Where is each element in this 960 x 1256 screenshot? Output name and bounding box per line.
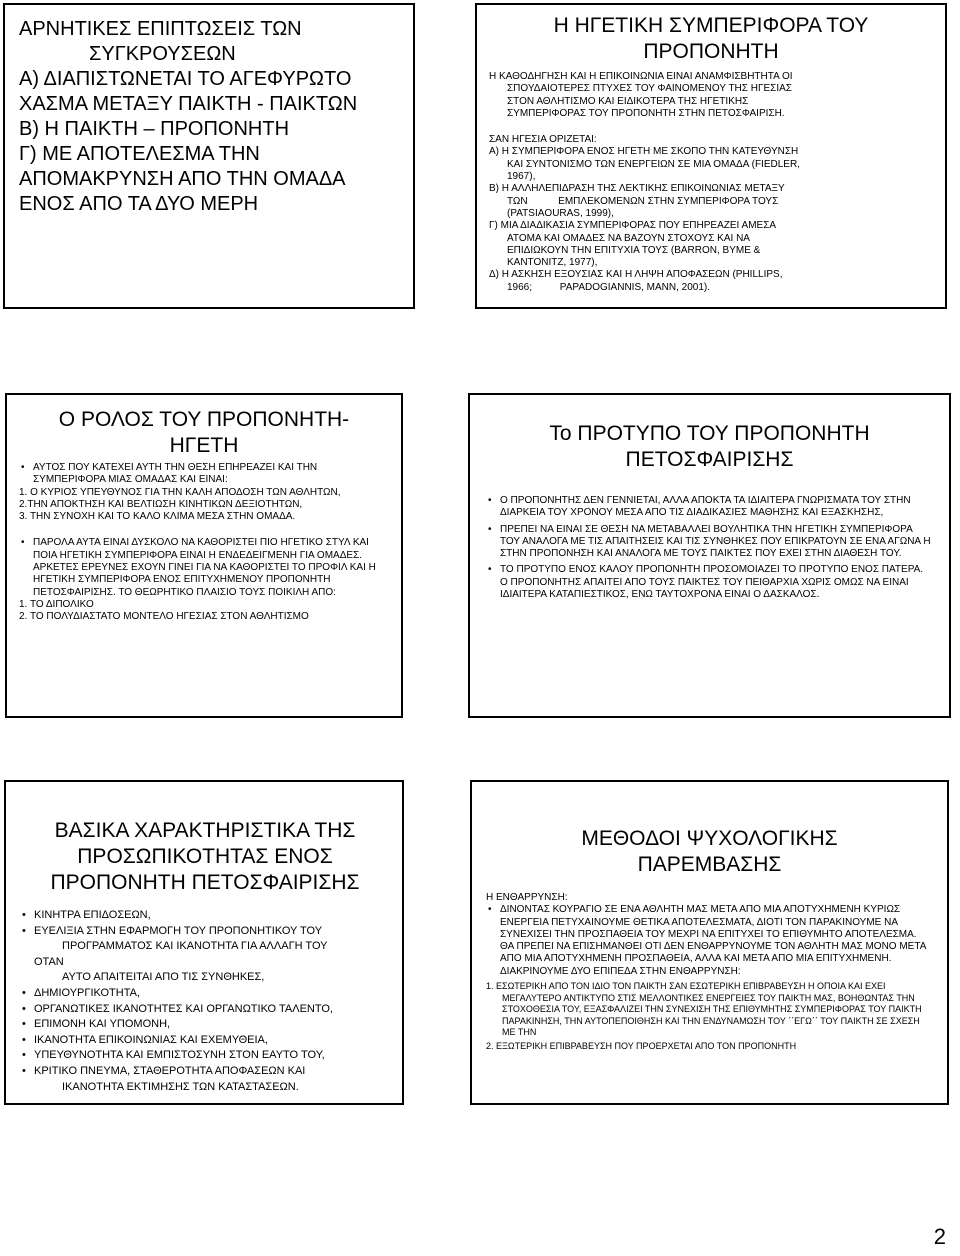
page-number: 2 <box>933 1224 946 1249</box>
intro-text <box>489 71 933 120</box>
slide-body <box>20 908 390 1095</box>
text-line: ΑΥΤΟ ΑΠΑΙΤΕΙΤΑΙ ΑΠΟ ΤΙΣ ΣΥΝΘΗΚΕΣ, <box>62 971 265 984</box>
slide-title: ΗΓΕΤΗ <box>169 434 239 457</box>
bullet-item: • ΤΟ ΠΡΟΤΥΠΟ ΕΝΟΣ ΚΑΛΟΥ ΠΡΟΠΟΝΗΤΗ ΠΡΟΣΟΜΟΙΑΖΕΙ ΤΟ ΠΡΟΤΥΠΟ ΕΝΟΣ ΠΑΤΕΡΑ. Ο ΠΡΟΠΟΝΗΤΗΣ ΑΠΑΙΤΕΙ ΑΠΟ ΤΟΥΣ ΠΑΙΚΤΕΣ ΤΟΥ ΠΕΙΘΑΡΧΙΑ ΧΩΡΙΣ ΟΜΩΣ ΝΑ ΕΙΝΑΙ ΙΔΙΑΙΤΕΡΑ ΚΑΤΑΠΙΕΣΤΙΚΟΣ, ΕΝΩ ΤΑΥΤΟΧΡΟΝΑ ΕΙΝΑΙ Ο ΔΑΣΚΑΛΟΣ. <box>486 564 933 601</box>
bullet-item: • ΚΡΙΤΙΚΟ ΠΝΕΥΜΑ, ΣΤΑΘΕΡΟΤΗΤΑ ΑΠΟΦΑΣΕΩΝ ΚΑΙ <box>20 1064 390 1080</box>
numbered-item: 1. ΤΟ ΔΙΠΟΛΙΚΟ <box>19 598 94 610</box>
text-line: ΣΤΟΝ ΑΘΛΗΤΙΣΜΟ ΚΑΙ ΕΙΔΙΚΟΤΕΡΑ ΤΗΣ ΗΓΕΤΙΚΗΣ <box>507 95 749 107</box>
text-line: 1966; PAPADOGIANNIS, MANN, 2001). <box>507 281 711 293</box>
text-line: ΚΑΙ ΣΥΝΤΟΝΙΣΜΟ ΤΩΝ ΕΝΕΡΓΕΙΩΝ ΣΕ ΜΙΑ ΟΜΑΔΑ (FIEDLER, <box>507 158 800 170</box>
definition-text <box>489 134 933 294</box>
text-line: ΠΡΟΓΡΑΜΜΑΤΟΣ ΚΑΙ ΙΚΑΝΟΤΗΤΑ ΓΙΑ ΑΛΛΑΓΗ ΤΟΥ <box>62 940 328 953</box>
slide-body <box>19 462 389 624</box>
slide-title: ΠΡΟΠΟΝΗΤΗ <box>643 40 779 63</box>
slide-psychological-methods <box>470 780 949 1105</box>
section-heading: Η ΕΝΘΑΡΡΥΝΣΗ: <box>486 892 568 903</box>
slide-title: Ο ΡΟΛΟΣ ΤΟΥ ΠΡΟΠΟΝΗΤΗ- <box>58 408 350 431</box>
slide-title: Το ΠΡΟΤΥΠΟ ΤΟΥ ΠΡΟΠΟΝΗΤΗ <box>549 422 870 445</box>
numbered-item: 1. Ο ΚΥΡΙΟΣ ΥΠΕΥΘΥΝΟΣ ΓΙΑ ΤΗΝ ΚΑΛΗ ΑΠΟΔΟΣΗ ΤΩΝ ΑΘΛΗΤΩΝ, <box>19 486 341 498</box>
text-line: ΙΚΑΝΟΤΗΤΑ ΕΚΤΙΜΗΣΗΣ ΤΩΝ ΚΑΤΑΣΤΑΣΕΩΝ. <box>62 1080 299 1093</box>
slide-title: Η ΗΓΕΤΙΚΗ ΣΥΜΠΕΡΙΦΟΡΑ ΤΟΥ <box>553 14 869 37</box>
numbered-item: 2. ΕΞΩΤΕΡΙΚΗ ΕΠΙΒΡΑΒΕΥΣΗ ΠΟΥ ΠΡΟΕΡΧΕΤΑΙ ΑΠΟ ΤΟΝ ΠΡΟΠΟΝΗΤΗ <box>486 1040 797 1051</box>
slide-negative-consequences <box>3 3 415 309</box>
numbered-item: 3. ΤΗΝ ΣΥΝΟΧΗ ΚΑΙ ΤΟ ΚΑΛΟ ΚΛΙΜΑ ΜΕΣΑ ΣΤΗΝ ΟΜΑΔΑ. <box>19 511 296 523</box>
line: Γ) ΜΕ ΑΠΟΤΕΛΕΣΜΑ ΤΗΝ <box>19 143 260 165</box>
numbered-item: 2. ΤΟ ΠΟΛΥΔΙΑΣΤΑΤΟ ΜΟΝΤΕΛΟ ΗΓΕΣΙΑΣ ΣΤΟΝ ΑΘΛΗΤΙΣΜΟ <box>19 611 309 623</box>
slide-title: ΠΕΤΟΣΦΑΙΡΙΣΗΣ <box>625 448 794 471</box>
bullet-item: • ΠΡΕΠΕΙ ΝΑ ΕΙΝΑΙ ΣΕ ΘΕΣΗ ΝΑ ΜΕΤΑΒΑΛΛΕΙ ΒΟΥΛΗΤΙΚΑ ΤΗΝ ΗΓΕΤΙΚΗ ΣΥΜΠΕΡΙΦΟΡΑ ΤΟΥ ΑΝΑΛΟΓΑ ΜΕ ΤΙΣ ΑΠΑΙΤΗΣΕΙΣ ΚΑΙ ΤΙΣ ΣΥΝΘΗΚΕΣ ΠΟΥ ΕΠΙΚΡΑΤΟΥΝ ΣΕ ΕΝΑ ΑΓΩΝΑ Η ΣΤΗΝ ΠΡΟΠΟΝΗΣΗ ΚΑΙ ΑΝΑΛΟΓΑ ΜΕ ΤΟΥΣ ΠΑΙΚΤΕΣ ΠΟΥ ΕΧΕΙ ΣΤΗΝ ΔΙΑΘΕΣΗ ΤΟΥ. <box>486 524 933 561</box>
slide-title: ΜΕΘΟΔΟΙ ΨΥΧΟΛΟΓΙΚΗΣ <box>581 827 838 850</box>
slide-text <box>19 17 409 217</box>
text-line: ΕΠΙΔΙΩΚΟΥΝ ΤΗΝ ΕΠΙΤΥΧΙΑ ΤΟΥΣ (BARRON, BYME & <box>507 244 761 256</box>
line: ΣΥΓΚΡΟΥΣΕΩΝ <box>89 43 236 65</box>
text-line: 1967), <box>507 171 536 183</box>
bullet-item: • ΙΚΑΝΟΤΗΤΑ ΕΠΙΚΟΙΝΩΝΙΑΣ ΚΑΙ ΕΧΕΜΥΘΕΙΑ, <box>20 1033 390 1049</box>
bullet-item: • ΥΠΕΥΘΥΝΟΤΗΤΑ ΚΑΙ ΕΜΠΙΣΤΟΣΥΝΗ ΣΤΟΝ ΕΑΥΤΟ ΤΟΥ, <box>20 1048 390 1064</box>
slide-title: ΠΡΟΠΟΝΗΤΗ ΠΕΤΟΣΦΑΙΡΙΣΗΣ <box>50 871 360 894</box>
text-line: ΤΩΝ ΕΜΠΛΕΚΟΜΕΝΩΝ ΣΤΗΝ ΣΥΜΠΕΡΙΦΟΡΑ ΤΟΥΣ <box>507 195 779 207</box>
text-line: (PATSIAOURAS, 1999), <box>507 207 614 219</box>
text-line: KANTONITZ, 1977), <box>507 257 598 269</box>
line: ΧΑΣΜΑ ΜΕΤΑΞΥ ΠΑΙΚΤΗ - ΠΑΙΚΤΩΝ <box>19 93 358 115</box>
text-line: Γ) ΜΙΑ ΔΙΑΔΙΚΑΣΙΑ ΣΥΜΠΕΡΙΦΟΡΑΣ ΠΟΥ ΕΠΗΡΕΑΖΕΙ ΑΜΕΣΑ <box>489 220 777 232</box>
text-line: ΣΥΜΠΕΡΙΦΟΡΑΣ ΤΟΥ ΠΡΟΠΟΝΗΤΗ ΣΤΗΝ ΠΕΤΟΣΦΑΙΡΙΣΗ. <box>507 107 785 119</box>
line: Β) Η ΠΑΙΚΤΗ – ΠΡΟΠΟΝΗΤΗ <box>19 118 290 140</box>
slide-leadership-behavior <box>475 3 947 309</box>
bullet-item: • ΑΥΤΟΣ ΠΟΥ ΚΑΤΕΧΕΙ ΑΥΤΗ ΤΗΝ ΘΕΣΗ ΕΠΗΡΕΑΖΕΙ ΚΑΙ ΤΗΝ ΣΥΜΠΕΡΙΦΟΡΑ ΜΙΑΣ ΟΜΑΔΑΣ ΚΑΙ ΕΙΝΑΙ: <box>19 462 389 487</box>
slide-coach-model <box>468 393 951 718</box>
line: ΑΠΟΜΑΚΡΥΝΣΗ ΑΠΟ ΤΗΝ ΟΜΑΔΑ <box>19 168 346 190</box>
slide-coach-role <box>5 393 403 718</box>
text-line: ΣΠΟΥΔΑΙΟΤΕΡΕΣ ΠΤΥΧΕΣ ΤΟΥ ΦΑΙΝΟΜΕΝΟΥ ΤΗΣ ΗΓΕΣΙΑΣ <box>507 83 792 95</box>
slide-body <box>486 892 933 1052</box>
text-line: ΑΤΟΜΑ ΚΑΙ ΟΜΑΔΕΣ ΝΑ ΒΑΖΟΥΝ ΣΤΟΧΟΥΣ ΚΑΙ ΝΑ <box>507 232 750 244</box>
text-line: Β) Η ΑΛΛΗΛΕΠΙΔΡΑΣΗ ΤΗΣ ΛΕΚΤΙΚΗΣ ΕΠΙΚΟΙΝΩΝΙΑΣ ΜΕΤΑΞΥ <box>489 183 785 195</box>
text-line: ΣΑΝ ΗΓΕΣΙΑ ΟΡΙΖΕΤΑΙ: <box>489 134 597 146</box>
line: ΕΝΟΣ ΑΠΟ ΤΑ ΔΥΟ ΜΕΡΗ <box>19 193 259 215</box>
text-line: Α) Η ΣΥΜΠΕΡΙΦΟΡΑ ΕΝΟΣ ΗΓΕΤΗ ΜΕ ΣΚΟΠΟ ΤΗΝ ΚΑΤΕΥΘΥΝΣΗ <box>489 146 799 158</box>
bullet-item: • ΕΠΙΜΟΝΗ ΚΑΙ ΥΠΟΜΟΝΗ, <box>20 1017 390 1033</box>
bullet-item: • ΚΙΝΗΤΡΑ ΕΠΙΔΟΣΕΩΝ, <box>20 908 390 924</box>
slide-coach-characteristics <box>4 780 404 1105</box>
text-line: Δ) Η ΑΣΚΗΣΗ ΕΞΟΥΣΙΑΣ ΚΑΙ Η ΛΗΨΗ ΑΠΟΦΑΣΕΩΝ (PHILLIPS, <box>489 269 783 281</box>
slide-title: ΠΑΡΕΜΒΑΣΗΣ <box>637 853 782 876</box>
text-line: ΟΤΑΝ <box>34 955 64 968</box>
line: Α) ΔΙΑΠΙΣΤΩΝΕΤΑΙ ΤΟ ΑΓΕΦΥΡΩΤΟ <box>19 68 352 90</box>
numbered-item: 1. ΕΣΩΤΕΡΙΚΗ ΑΠΟ ΤΟΝ ΙΔΙΟ ΤΟΝ ΠΑΙΚΤΗ ΣΑΝ ΕΣΩΤΕΡΙΚΗ ΕΠΙΒΡΑΒΕΥΣΗ Η ΟΠΟΙΑ ΚΑΙ ΕΧΕΙ ΜΕΓΑΛΥΤΕΡΟ ΑΝΤΙΚΤΥΠΟ ΣΤΙΣ ΜΕΛΛΟΝΤΙΚΕΣ ΕΝΕΡΓΕΙΕΣ ΤΟΥ ΠΑΙΚΤΗ ΜΑΣ, ΒΟΗΘΩΝΤΑΣ ΤΗΝ ΣΤΟΧΟΘΕΣΙΑ ΤΟΥ, ΕΞΑΣΦΑΛΙΖΕΙ ΤΗΝ ΣΥΝΕΧΙΣΗ ΤΗΣ ΕΠΙΘΥΜΗΤΗΣ ΣΥΜΠΕΡΙΦΟΡΑΣ ΤΟΥ ΠΑΙΚΤΗ ΠΑΡΑΚΙΝΗΣΗ, ΤΗΝ ΑΥΤΟΠΕΠΟΙΘΗΣΗ ΚΑΙ ΤΗΝ ΕΝΔΥΝΑΜΩΣΗ ΤΟΥ ΄΄ΕΓΩ΄΄ ΤΟΥ ΠΑΙΚΤΗ ΣΕ ΣΧΕΣΗ ΜΕ ΤΗΝ <box>486 981 922 1038</box>
slide-title: ΠΡΟΣΩΠΙΚΟΤΗΤΑΣ ΕΝΟΣ <box>77 845 333 868</box>
text-line: Η ΚΑΘΟΔΗΓΗΣΗ ΚΑΙ Η ΕΠΙΚΟΙΝΩΝΙΑ ΕΙΝΑΙ ΑΝΑΜΦΙΣΒΗΤΗΤΑ ΟΙ <box>489 71 793 82</box>
line: ΑΡΝΗΤΙΚΕΣ ΕΠΙΠΤΩΣΕΙΣ ΤΩΝ <box>19 18 302 40</box>
slide-title: ΒΑΣΙΚΑ ΧΑΡΑΚΤΗΡΙΣΤΙΚΑ ΤΗΣ <box>54 819 356 842</box>
bullet-item: • ΔΗΜΙΟΥΡΓΙΚΟΤΗΤΑ, <box>20 986 390 1002</box>
bullet-item: • ΠΑΡΟΛΑ ΑΥΤΑ ΕΙΝΑΙ ΔΥΣΚΟΛΟ ΝΑ ΚΑΘΟΡΙΣΤΕΙ ΠΙΟ ΗΓΕΤΙΚΟ ΣΤΥΛ ΚΑΙ ΠΟΙΑ ΗΓΕΤΙΚΗ ΣΥΜΠΕΡΙΦΟΡΑ ΕΙΝΑΙ Η ΕΝΔΕΔΕΙΓΜΕΝΗ ΓΙΑ ΟΜΑΔΕΣ. ΑΡΚΕΤΕΣ ΕΡΕΥΝΕΣ ΕΧΟΥΝ ΓΙΝΕΙ ΓΙΑ ΝΑ ΚΑΘΟΡΙΣΤΕΙ ΤΟ ΠΡΟΦΙΛ ΚΑΙ Η ΗΓΕΤΙΚΗ ΣΥΜΠΕΡΙΦΟΡΑ ΕΝΟΣ ΕΠΙΤΥΧΗΜΕΝΟΥ ΠΡΟΠΟΝΗΤΗ ΠΕΤΟΣΦΑΙΡΙΣΗΣ. ΤΟ ΘΕΩΡΗΤΙΚΟ ΠΛΑΙΣΙΟ ΤΟΥΣ ΠΟΙΚΙΛΗ ΑΠΟ: <box>19 537 389 598</box>
slide-body <box>486 495 933 601</box>
bullet-item: • Ο ΠΡΟΠΟΝΗΤΗΣ ΔΕΝ ΓΕΝΝΙΕΤΑΙ, ΑΛΛΑ ΑΠΟΚΤΑ ΤΑ ΙΔΙΑΙΤΕΡΑ ΓΝΩΡΙΣΜΑΤΑ ΤΟΥ ΣΤΗΝ ΔΙΑΡΚΕΙΑ ΤΟΥ ΧΡΟΝΟΥ ΜΕΣΑ ΑΠΟ ΤΙΣ ΔΙΑΔΙΚΑΣΙΕΣ ΜΑΘΗΣΗΣ ΚΑΙ ΕΞΑΣΚΗΣΗΣ, <box>486 495 933 520</box>
bullet-item: • ΕΥΕΛΙΞΙΑ ΣΤΗΝ ΕΦΑΡΜΟΓΗ ΤΟΥ ΠΡΟΠΟΝΗΤΙΚΟΥ ΤΟΥ <box>20 924 390 940</box>
bullet-item: • ΔΙΝΟΝΤΑΣ ΚΟΥΡΑΓΙΟ ΣΕ ΕΝΑ ΑΘΛΗΤΗ ΜΑΣ ΜΕΤΑ ΑΠΟ ΜΙΑ ΑΠΟΤΥΧΗΜΕΝΗ ΚΥΡΙΩΣ ΕΝΕΡΓΕΙΑ ΠΕΤΥΧΑΙΝΟΥΜΕ ΘΕΤΙΚΑ ΑΠΟΤΕΛΕΣΜΑΤΑ, ΔΙΟΤΙ ΤΟΝ ΠΑΡΑΚΙΝΟΥΜΕ ΝΑ ΣΥΝΕΧΙΣΕΙ ΤΗΝ ΠΡΟΣΠΑΘΕΙΑ ΤΟΥ ΜΕΧΡΙ ΝΑ ΕΠΙΤΥΧΕΙ ΤΟ ΕΠΙΘΥΜΗΤΟ ΑΠΟΤΕΛΕΣΜΑ. ΘΑ ΠΡΕΠΕΙ ΝΑ ΕΠΙΣΗΜΑΝΘΕΙ ΟΤΙ ΔΕΝ ΕΝΘΑΡΡΥΝΟΥΜΕ ΤΟΝ ΑΘΛΗΤΗ ΜΑΣ ΜΟΝΟ ΜΕΤΑ ΑΠΟ ΜΙΑ ΑΠΟΤΥΧΗΜΕΝΗ ΠΡΟΣΠΑΘΕΙΑ, ΑΛΛΑ ΚΑΙ ΜΕΤΑ ΑΠΟ ΜΙΑ ΕΠΙΤΥΧΗΜΕΝΗ. ΔΙΑΚΡΙΝΟΥΜΕ ΔΥΟ ΕΠΙΠΕΔΑ ΣΤΗΝ ΕΝΘΑΡΡΥΝΣΗ: <box>486 904 933 978</box>
bullet-item: • ΟΡΓΑΝΩΤΙΚΕΣ ΙΚΑΝΟΤΗΤΕΣ ΚΑΙ ΟΡΓΑΝΩΤΙΚΟ ΤΑΛΕΝΤΟ, <box>20 1002 390 1018</box>
numbered-item: 2.ΤΗΝ ΑΠΟΚΤΗΣΗ ΚΑΙ ΒΕΛΤΙΩΣΗ ΚΙΝΗΤΙΚΩΝ ΔΕΞΙΟΤΗΤΩΝ, <box>19 498 303 510</box>
